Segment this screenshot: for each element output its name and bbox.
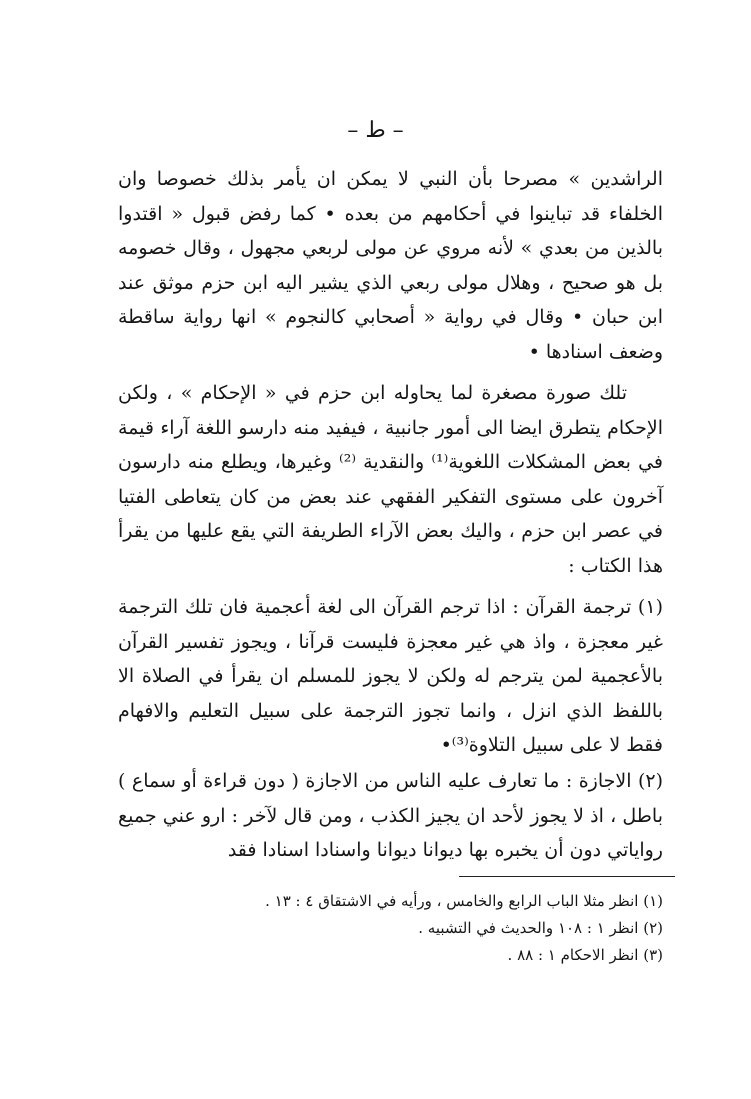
footnote-3: (٣) انظر الاحكام ١ : ٨٨ .	[507, 946, 663, 964]
paragraph-text: تلك صورة مصغرة لما يحاوله ابن حزم في « الإحكام » ، ولكن الإحكام يتطرق ايضا الى أمور جانبية ، فيفيد منه دارسو اللغة آراء قيمة في بعض المشكلات اللغوية⁽¹⁾ والنقدية ⁽²⁾ وغيرها، ويطلع منه دارسون آخرون على مستوى التفكير الفقهي عند بعض من كان يتعاطى الفتيا في عصر ابن حزم ، واليك بعض الآراء الطريفة التي يقع عليها من يقرأ هذا الكتاب :	[118, 382, 663, 577]
footnote-1: (١) انظر مثلا الباب الرابع والخامس ، ورأيه في الاشتقاق ٤ : ١٣ .	[265, 892, 663, 910]
paragraph-text: (٢) الاجازة : ما تعارف عليه الناس من الاجازة ( دون قراءة أو سماع ) باطل ، اذ لا يجوز لأحد ان يجيز الكذب ، ومن قال لآخر : ارو عني جميع رواياتي دون أن يخبره بها ديوانا ديوانا واسنادا اسنادا فقد	[118, 770, 663, 861]
footnote-2: (٢) انظر ١ : ١٠٨ والحديث في التشبيه .	[418, 919, 663, 937]
paragraph-text: الراشدين » مصرحا بأن النبي لا يمكن ان يأمر بذلك خصوصا وان الخلفاء قد تباينوا في أحكامهم من بعده • كما رفض قبول « اقتدوا بالذين من بعدي » لأنه مروي عن مولى لربعي مجهول ، وقال خصومه بل هو صحيح ، وهلال مولى ربعي الذي يشير اليه ابن حزم موثق عند ابن حبان • وقال في رواية « أصحابي كالنجوم » انها رواية ساقطة وضعف اسنادها •	[118, 168, 663, 363]
page-number: – ط –	[347, 118, 404, 143]
body-paragraph-4	[118, 764, 663, 868]
body-paragraph-2	[118, 376, 663, 583]
body-paragraph-1	[118, 162, 663, 369]
footnote-divider	[459, 876, 675, 877]
paragraph-text: (١) ترجمة القرآن : اذا ترجم القرآن الى لغة أعجمية فان تلك الترجمة غير معجزة ، واذ هي غير معجزة فليست قرآنا ، ويجوز تفسير القرآن بالأعجمية لمن يترجم له ولكن لا يجوز للمسلم ان يقرأ في الصلاة الا باللفظ الذي انزل ، وانما تجوز الترجمة على سبيل التعليم والافهام فقط لا على سبيل التلاوة⁽³⁾•	[118, 596, 663, 756]
footnotes	[150, 888, 663, 969]
body-paragraph-3	[118, 590, 663, 763]
